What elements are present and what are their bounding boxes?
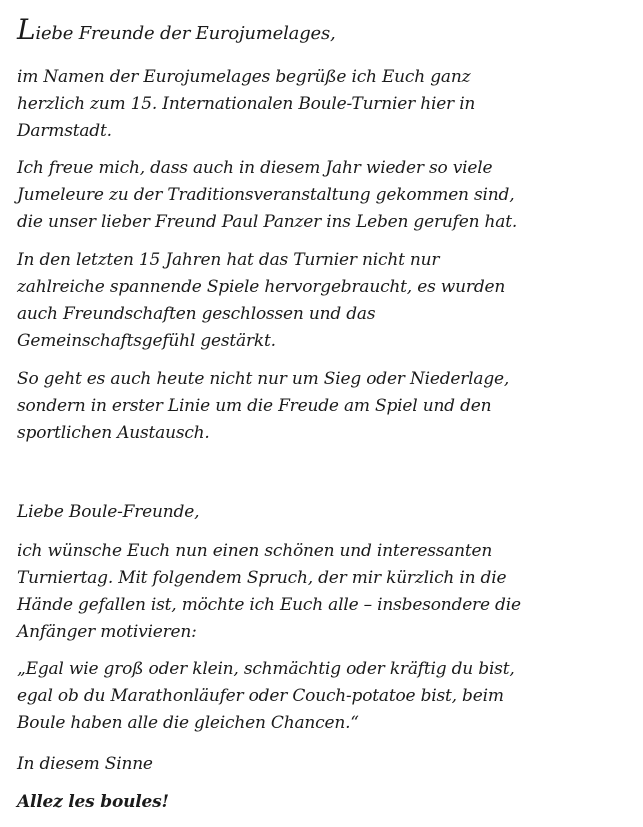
- second-salutation-text: Liebe Boule-Freunde,: [17, 502, 200, 522]
- paragraph-line: herzlich zum 15. Internationalen Boule-Turnier hier in: [17, 94, 476, 114]
- quote-line: Boule haben alle die gleichen Chancen.“: [17, 713, 359, 733]
- second-salutation: [17, 499, 629, 526]
- paragraph-line: zahlreiche spannende Spiele hervorgebraucht, es wurden: [17, 277, 506, 297]
- paragraph-today: [17, 366, 629, 447]
- paragraph-line: Gemeinschaftsgefühl gestärkt.: [17, 331, 276, 351]
- paragraph-line: ich wünsche Euch nun einen schönen und interessanten: [17, 541, 493, 561]
- letter-page: [17, 0, 629, 827]
- paragraph-line: So geht es auch heute nicht nur um Sieg oder Niederlage,: [17, 369, 510, 389]
- quote-line: egal ob du Marathonläufer oder Couch-potatoe bist, beim: [17, 686, 504, 706]
- paragraph-line: Darmstadt.: [17, 121, 112, 141]
- paragraph-welcome: [17, 64, 629, 145]
- paragraph-tradition: [17, 155, 629, 236]
- paragraph-line: Jumeleure zu der Traditionsveranstaltung gekommen sind,: [17, 185, 515, 205]
- paragraph-line: im Namen der Eurojumelages begrüße ich Euch ganz: [17, 67, 471, 87]
- quote: [17, 656, 629, 737]
- paragraph-line: Hände gefallen ist, möchte ich Euch alle – insbesondere die: [17, 595, 521, 615]
- paragraph-line: sondern in erster Linie um die Freude am Spiel und den: [17, 396, 492, 416]
- paragraph-history: [17, 247, 629, 355]
- paragraph-line: Ich freue mich, dass auch in diesem Jahr wieder so viele: [17, 158, 493, 178]
- paragraph-line: auch Freundschaften geschlossen und das: [17, 304, 376, 324]
- quote-line: „Egal wie groß oder klein, schmächtig oder kräftig du bist,: [17, 659, 515, 679]
- closing-motto: Allez les boules!: [17, 792, 169, 812]
- paragraph-line: Anfänger motivieren:: [17, 622, 197, 642]
- paragraph-line: sportlichen Austausch.: [17, 423, 210, 443]
- sign-off-text: In diesem Sinne: [17, 754, 153, 774]
- paragraph-line: In den letzten 15 Jahren hat das Turnier nicht nur: [17, 250, 440, 270]
- paragraph-line: Turniertag. Mit folgendem Spruch, der mir kürzlich in die: [17, 568, 507, 588]
- sign-off: [17, 751, 629, 778]
- paragraph-wishes: [17, 538, 629, 646]
- paragraph-line: die unser lieber Freund Paul Panzer ins Leben gerufen hat.: [17, 212, 518, 232]
- salutation: [17, 13, 336, 48]
- salutation-initial: L: [17, 13, 36, 46]
- salutation-text: iebe Freunde der Eurojumelages,: [35, 23, 336, 44]
